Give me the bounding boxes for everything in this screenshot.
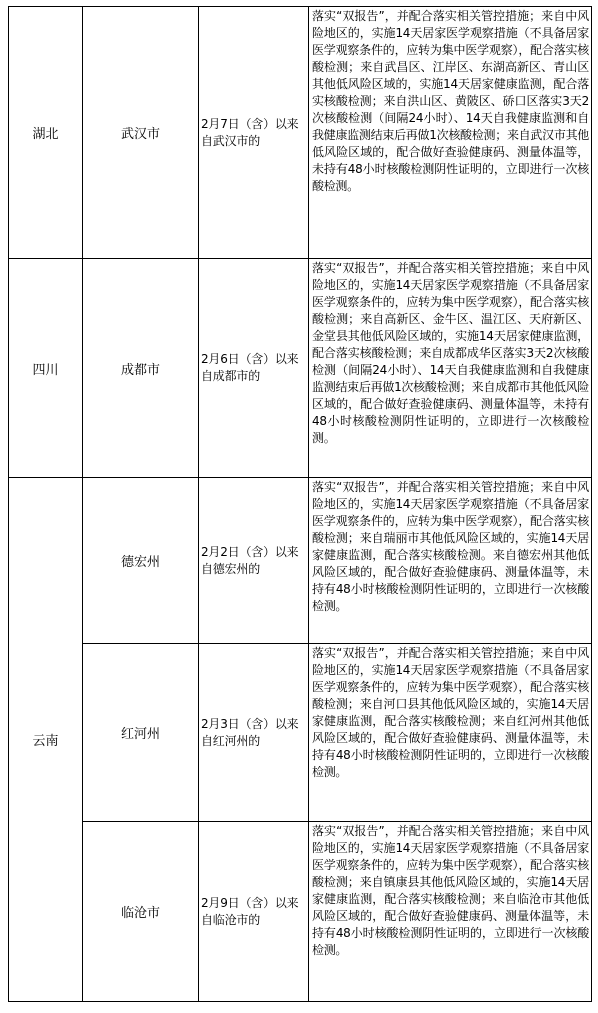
date-cell: 2月9日（含）以来自临沧市的 xyxy=(199,822,309,1002)
measures-cell: 落实“双报告”，并配合落实相关管控措施；来自中风险地区的，实施14天居家医学观察措施（不具备居家医学观察条件的，应转为集中医学观察），配合落实核酸检测；来自镇康县其他低风险区域的，实施14天居家健康监测，配合落实核酸检测；来自临沧市其他低风险区域的，配合做好查验健康码、测量体温等，未持有48小时核酸检测阴性证明的，立即进行一次核酸检测。 xyxy=(309,822,592,1002)
measures-cell: 落实“双报告”，并配合落实相关管控措施；来自中风险地区的，实施14天居家医学观察措施（不具备居家医学观察条件的，应转为集中医学观察），配合落实核酸检测；来自瑞丽市其他低风险区域的，实施14天居家健康监测，配合落实核酸检测。来自德宏州其他低风险区域的，配合做好查验健康码、测量体温等，未持有48小时核酸检测阴性证明的，立即进行一次核酸检测。 xyxy=(309,478,592,644)
city-cell: 武汉市 xyxy=(83,7,199,259)
city-cell: 德宏州 xyxy=(83,478,199,644)
province-cell: 四川 xyxy=(9,259,83,478)
table-row xyxy=(9,822,592,1002)
measures-cell: 落实“双报告”，并配合落实相关管控措施；来自中风险地区的，实施14天居家医学观察措施（不具备居家医学观察条件的，应转为集中医学观察），配合落实核酸检测；来自高新区、金牛区、温江区、天府新区、金堂县其他低风险区域的，实施14天居家健康监测，配合落实核酸检测；来自成都成华区落实3天2次核酸检测（间隔24小时）、14天自我健康监测和自我健康监测结束后再做1次核酸检测；来自成都市其他低风险区域的，配合做好查验健康码、测量体温等，未持有48小时核酸检测阴性证明的，立即进行一次核酸检测。 xyxy=(309,259,592,478)
measures-cell: 落实“双报告”，并配合落实相关管控措施；来自中风险地区的，实施14天居家医学观察措施（不具备居家医学观察条件的，应转为集中医学观察），配合落实核酸检测；来自河口县其他低风险区域的，实施14天居家健康监测，配合落实核酸检测；来自红河州其他低风险区域的，配合做好查验健康码、测量体温等，未持有48小时核酸检测阴性证明的，立即进行一次核酸检测。 xyxy=(309,644,592,822)
date-cell: 2月7日（含）以来自武汉市的 xyxy=(199,7,309,259)
date-cell: 2月6日（含）以来自成都市的 xyxy=(199,259,309,478)
province-cell: 云南 xyxy=(9,478,83,1002)
date-cell: 2月3日（含）以来自红河州的 xyxy=(199,644,309,822)
table-row xyxy=(9,259,592,478)
table-row xyxy=(9,7,592,259)
date-cell: 2月2日（含）以来自德宏州的 xyxy=(199,478,309,644)
measures-cell: 落实“双报告”，并配合落实相关管控措施；来自中风险地区的，实施14天居家医学观察措施（不具备居家医学观察条件的，应转为集中医学观察），配合落实核酸检测；来自武昌区、江岸区、东湖高新区、青山区其他低风险区域的，实施14天居家健康监测，配合落实核酸检测；来自洪山区、黄陂区、硚口区落实3天2次核酸检测（间隔24小时）、14天自我健康监测和自我健康监测结束后再做1次核酸检测；来自武汉市其他低风险区域的，配合做好查验健康码、测量体温等，未持有48小时核酸检测阴性证明的，立即进行一次核酸检测。 xyxy=(309,7,592,259)
measures-table xyxy=(8,6,592,1002)
city-cell: 临沧市 xyxy=(83,822,199,1002)
city-cell: 红河州 xyxy=(83,644,199,822)
city-cell: 成都市 xyxy=(83,259,199,478)
table-row xyxy=(9,478,592,644)
province-cell: 湖北 xyxy=(9,7,83,259)
table-row xyxy=(9,644,592,822)
